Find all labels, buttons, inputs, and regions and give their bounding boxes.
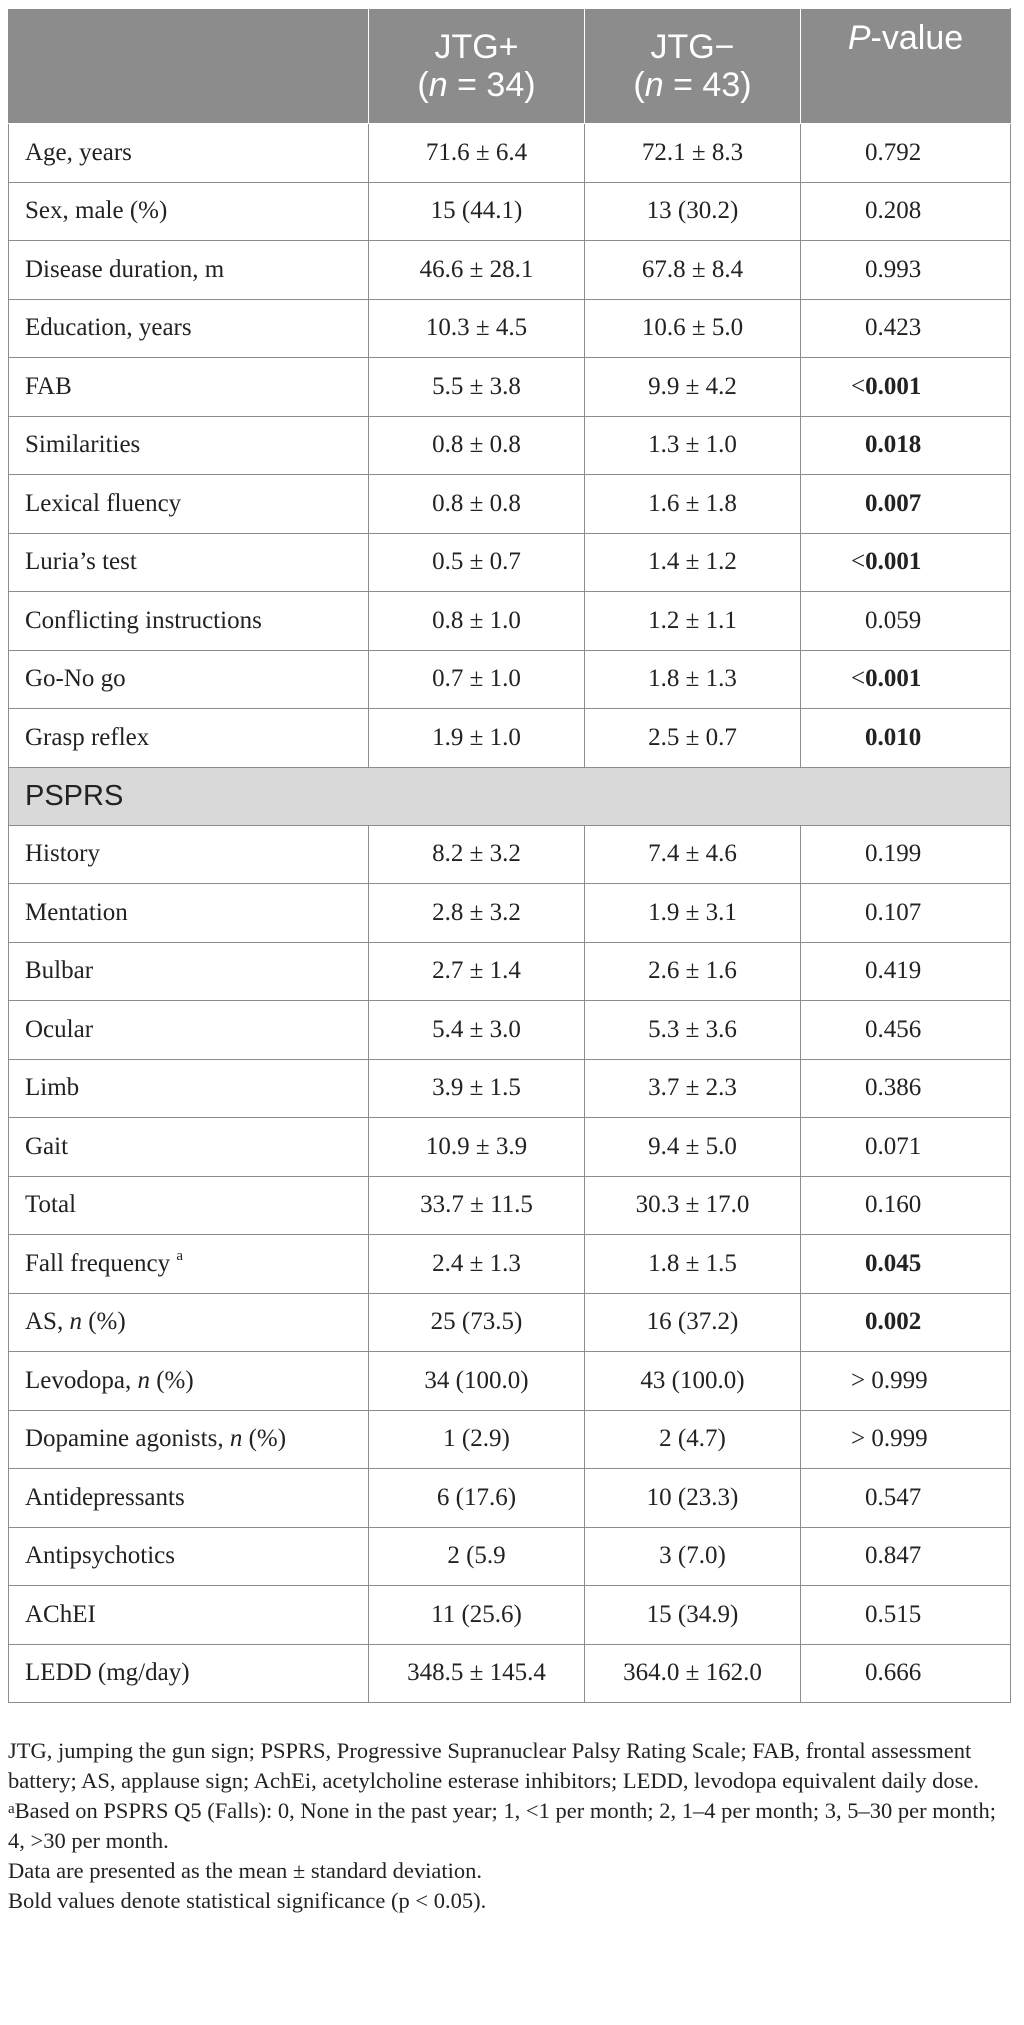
cell-jtg-negative: 7.4 ± 4.6: [585, 825, 801, 884]
table-row: [9, 1293, 1011, 1352]
table-row: [9, 1235, 1011, 1294]
data-table: [8, 8, 1011, 1703]
row-label: Levodopa, n (%): [9, 1352, 369, 1411]
cell-jtg-positive: 6 (17.6): [369, 1469, 585, 1528]
cell-jtg-positive: 2 (5.9: [369, 1527, 585, 1586]
header-jtg-negative-count: = 43): [663, 66, 752, 104]
header-p-letter: P: [847, 19, 871, 57]
row-label: History: [9, 825, 369, 884]
cell-jtg-negative: 5.3 ± 3.6: [585, 1001, 801, 1060]
table-row: [9, 1527, 1011, 1586]
row-label: Total: [9, 1176, 369, 1235]
cell-jtg-positive: 0.8 ± 0.8: [369, 475, 585, 534]
cell-p-value: 0.045: [801, 1235, 1011, 1294]
cell-jtg-positive: 2.7 ± 1.4: [369, 942, 585, 1001]
row-label: Lexical fluency: [9, 475, 369, 534]
footnote-text: Based on PSPRS Q5 (Falls): 0, None in the past year; 1, <1 per month; 2, 1–4 per month; 3, 5–30 per month; 4, >30 per month.: [8, 1798, 997, 1853]
header-jtg-positive-count: = 34): [447, 66, 536, 104]
cell-jtg-negative: 10.6 ± 5.0: [585, 299, 801, 358]
cell-jtg-positive: 348.5 ± 145.4: [369, 1644, 585, 1703]
table-notes: [8, 1736, 1010, 1916]
header-jtg-positive: JTG+ (n = 34): [369, 9, 585, 124]
header-p-value: [801, 9, 1011, 124]
cell-jtg-positive: 25 (73.5): [369, 1293, 585, 1352]
cell-jtg-negative: 9.9 ± 4.2: [585, 358, 801, 417]
cell-jtg-positive: 2.4 ± 1.3: [369, 1235, 585, 1294]
row-label: Limb: [9, 1059, 369, 1118]
cell-p-value: 0.423: [801, 299, 1011, 358]
cell-jtg-negative: 16 (37.2): [585, 1293, 801, 1352]
cell-jtg-negative: 13 (30.2): [585, 182, 801, 241]
table-row: [9, 475, 1011, 534]
section-row: [9, 767, 1011, 825]
row-label: Age, years: [9, 124, 369, 183]
cell-p-value: 0.160: [801, 1176, 1011, 1235]
row-label: Antidepressants: [9, 1469, 369, 1528]
cell-jtg-negative: 9.4 ± 5.0: [585, 1118, 801, 1177]
cell-jtg-negative: 15 (34.9): [585, 1586, 801, 1645]
cell-p-value: 0.666: [801, 1644, 1011, 1703]
cell-jtg-positive: 1 (2.9): [369, 1410, 585, 1469]
table-row: [9, 1001, 1011, 1060]
footnote-mark: a: [8, 1801, 15, 1817]
abbreviations-note: JTG, jumping the gun sign; PSPRS, Progressive Supranuclear Palsy Rating Scale; FAB, frontal assessment battery; AS, applause sign; AchEi, acetylcholine esterase inhibitors; LEDD, levodopa equivalent daily dose.: [8, 1738, 980, 1793]
row-label: AChEI: [9, 1586, 369, 1645]
cell-p-value: <0.001: [801, 533, 1011, 592]
cell-p-value: 0.199: [801, 825, 1011, 884]
data-note: Data are presented as the mean ± standard deviation.: [8, 1858, 483, 1883]
cell-p-value: 0.208: [801, 182, 1011, 241]
table-row: [9, 416, 1011, 475]
table-row: [9, 533, 1011, 592]
bold-note: Bold values denote statistical significance (p < 0.05).: [8, 1888, 487, 1913]
cell-jtg-negative: 3.7 ± 2.3: [585, 1059, 801, 1118]
row-label: Sex, male (%): [9, 182, 369, 241]
table-row: [9, 124, 1011, 183]
cell-p-value: 0.847: [801, 1527, 1011, 1586]
cell-jtg-positive: 34 (100.0): [369, 1352, 585, 1411]
footnote-a: [8, 1796, 1010, 1856]
cell-jtg-negative: 1.8 ± 1.3: [585, 650, 801, 709]
cell-jtg-positive: 1.9 ± 1.0: [369, 709, 585, 768]
cell-jtg-positive: 0.7 ± 1.0: [369, 650, 585, 709]
header-variable: [9, 9, 369, 124]
header-p-rest: -value: [870, 19, 964, 57]
header-jtg-positive-n: n: [428, 66, 448, 104]
cell-jtg-negative: 43 (100.0): [585, 1352, 801, 1411]
cell-p-value: 0.386: [801, 1059, 1011, 1118]
cell-jtg-negative: 2.6 ± 1.6: [585, 942, 801, 1001]
cell-p-value: <0.001: [801, 650, 1011, 709]
cell-jtg-negative: 1.9 ± 3.1: [585, 884, 801, 943]
row-label: Education, years: [9, 299, 369, 358]
table-row: [9, 1352, 1011, 1411]
cell-p-value: 0.515: [801, 1586, 1011, 1645]
cell-p-value: 0.071: [801, 1118, 1011, 1177]
header-jtg-negative: JTG− (n = 43): [585, 9, 801, 124]
cell-p-value: > 0.999: [801, 1410, 1011, 1469]
header-jtg-negative-label: JTG−: [650, 28, 735, 66]
table-row: [9, 1410, 1011, 1469]
row-label: Gait: [9, 1118, 369, 1177]
row-label: Fall frequency $^a$: [9, 1235, 369, 1294]
cell-jtg-positive: 0.8 ± 1.0: [369, 592, 585, 651]
table-row: [9, 592, 1011, 651]
cell-jtg-positive: 33.7 ± 11.5: [369, 1176, 585, 1235]
table-row: [9, 1586, 1011, 1645]
cell-jtg-negative: 1.8 ± 1.5: [585, 1235, 801, 1294]
cell-jtg-positive: 5.4 ± 3.0: [369, 1001, 585, 1060]
row-label: Ocular: [9, 1001, 369, 1060]
cell-jtg-negative: 1.2 ± 1.1: [585, 592, 801, 651]
cell-jtg-positive: 11 (25.6): [369, 1586, 585, 1645]
row-label: Dopamine agonists, n (%): [9, 1410, 369, 1469]
table-row: [9, 1059, 1011, 1118]
row-label: Grasp reflex: [9, 709, 369, 768]
cell-jtg-negative: 2 (4.7): [585, 1410, 801, 1469]
cell-jtg-negative: 67.8 ± 8.4: [585, 241, 801, 300]
table-row: [9, 884, 1011, 943]
cell-p-value: 0.059: [801, 592, 1011, 651]
cell-jtg-positive: 71.6 ± 6.4: [369, 124, 585, 183]
cell-jtg-positive: 2.8 ± 3.2: [369, 884, 585, 943]
row-label: Antipsychotics: [9, 1527, 369, 1586]
table-row: [9, 1118, 1011, 1177]
cell-jtg-positive: 3.9 ± 1.5: [369, 1059, 585, 1118]
cell-p-value: 0.456: [801, 1001, 1011, 1060]
row-label: Go-No go: [9, 650, 369, 709]
table-row: [9, 1176, 1011, 1235]
table-row: [9, 942, 1011, 1001]
cell-jtg-negative: 1.6 ± 1.8: [585, 475, 801, 534]
cell-p-value: 0.107: [801, 884, 1011, 943]
cell-p-value: 0.007: [801, 475, 1011, 534]
cell-p-value: 0.792: [801, 124, 1011, 183]
cell-jtg-negative: 1.4 ± 1.2: [585, 533, 801, 592]
cell-jtg-positive: 46.6 ± 28.1: [369, 241, 585, 300]
table-header: [9, 9, 1011, 124]
table-row: [9, 709, 1011, 768]
cell-p-value: 0.018: [801, 416, 1011, 475]
cell-p-value: 0.993: [801, 241, 1011, 300]
table-row: [9, 299, 1011, 358]
row-label: AS, n (%): [9, 1293, 369, 1352]
table-body-bottom: [9, 825, 1011, 1703]
row-label: FAB: [9, 358, 369, 417]
cell-p-value: <0.001: [801, 358, 1011, 417]
cell-jtg-positive: 15 (44.1): [369, 182, 585, 241]
cell-p-value: > 0.999: [801, 1352, 1011, 1411]
row-label: Conflicting instructions: [9, 592, 369, 651]
row-label: Similarities: [9, 416, 369, 475]
section-title: PSPRS: [9, 767, 1011, 825]
cell-jtg-positive: 8.2 ± 3.2: [369, 825, 585, 884]
row-label: Bulbar: [9, 942, 369, 1001]
row-label: Disease duration, m: [9, 241, 369, 300]
cell-jtg-negative: 1.3 ± 1.0: [585, 416, 801, 475]
cell-jtg-positive: 10.3 ± 4.5: [369, 299, 585, 358]
table-row: [9, 358, 1011, 417]
cell-jtg-negative: 72.1 ± 8.3: [585, 124, 801, 183]
cell-jtg-positive: 10.9 ± 3.9: [369, 1118, 585, 1177]
row-label: Luria’s test: [9, 533, 369, 592]
header-jtg-negative-n: n: [644, 66, 664, 104]
cell-jtg-negative: 2.5 ± 0.7: [585, 709, 801, 768]
cell-p-value: 0.002: [801, 1293, 1011, 1352]
table-body-top: [9, 124, 1011, 768]
section-row-group: [9, 767, 1011, 825]
table-row: [9, 1644, 1011, 1703]
cell-jtg-positive: 0.8 ± 0.8: [369, 416, 585, 475]
cell-p-value: 0.419: [801, 942, 1011, 1001]
cell-jtg-positive: 0.5 ± 0.7: [369, 533, 585, 592]
cell-jtg-negative: 30.3 ± 17.0: [585, 1176, 801, 1235]
cell-p-value: 0.547: [801, 1469, 1011, 1528]
cell-jtg-negative: 364.0 ± 162.0: [585, 1644, 801, 1703]
table-row: [9, 1469, 1011, 1528]
cell-jtg-positive: 5.5 ± 3.8: [369, 358, 585, 417]
table-row: [9, 241, 1011, 300]
cell-p-value: 0.010: [801, 709, 1011, 768]
cell-jtg-negative: 10 (23.3): [585, 1469, 801, 1528]
table-row: [9, 650, 1011, 709]
table-row: [9, 182, 1011, 241]
table-row: [9, 825, 1011, 884]
row-label: LEDD (mg/day): [9, 1644, 369, 1703]
table-container: [8, 8, 1010, 1703]
cell-jtg-negative: 3 (7.0): [585, 1527, 801, 1586]
row-label: Mentation: [9, 884, 369, 943]
header-jtg-positive-label: JTG+: [434, 28, 519, 66]
